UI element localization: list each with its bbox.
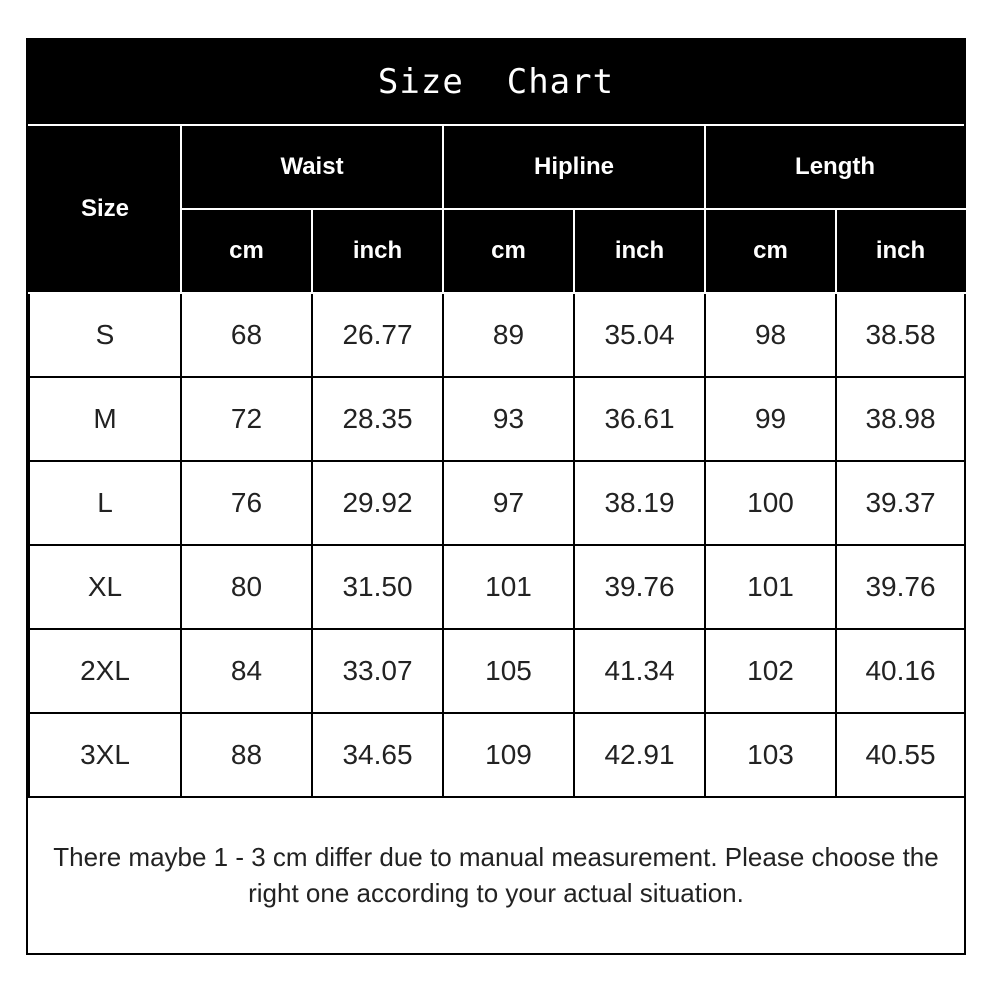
value-cell: 26.77 xyxy=(312,293,443,377)
waist-header: Waist xyxy=(181,125,443,209)
value-cell: 100 xyxy=(705,461,836,545)
length-header: Length xyxy=(705,125,965,209)
value-cell: 35.04 xyxy=(574,293,705,377)
value-cell: 72 xyxy=(181,377,312,461)
size-cell: 3XL xyxy=(29,713,181,797)
table-row xyxy=(29,377,965,461)
value-cell: 103 xyxy=(705,713,836,797)
value-cell: 68 xyxy=(181,293,312,377)
value-cell: 39.76 xyxy=(574,545,705,629)
size-cell: 2XL xyxy=(29,629,181,713)
size-cell: S xyxy=(29,293,181,377)
chart-title: Size Chart xyxy=(28,40,964,124)
value-cell: 38.58 xyxy=(836,293,965,377)
value-cell: 31.50 xyxy=(312,545,443,629)
value-cell: 93 xyxy=(443,377,574,461)
size-cell: XL xyxy=(29,545,181,629)
table-row xyxy=(29,461,965,545)
table-row xyxy=(29,545,965,629)
size-cell: L xyxy=(29,461,181,545)
table-row xyxy=(29,293,965,377)
table-row xyxy=(29,629,965,713)
value-cell: 39.37 xyxy=(836,461,965,545)
unit-header: inch xyxy=(836,209,965,293)
value-cell: 102 xyxy=(705,629,836,713)
value-cell: 29.92 xyxy=(312,461,443,545)
value-cell: 40.55 xyxy=(836,713,965,797)
header-row-groups xyxy=(29,125,965,209)
size-header: Size xyxy=(29,125,181,293)
value-cell: 84 xyxy=(181,629,312,713)
size-table xyxy=(28,124,966,798)
unit-header: cm xyxy=(443,209,574,293)
value-cell: 80 xyxy=(181,545,312,629)
unit-header: cm xyxy=(705,209,836,293)
unit-header: inch xyxy=(312,209,443,293)
value-cell: 99 xyxy=(705,377,836,461)
value-cell: 38.19 xyxy=(574,461,705,545)
value-cell: 41.34 xyxy=(574,629,705,713)
value-cell: 33.07 xyxy=(312,629,443,713)
value-cell: 34.65 xyxy=(312,713,443,797)
value-cell: 36.61 xyxy=(574,377,705,461)
value-cell: 101 xyxy=(705,545,836,629)
unit-header: cm xyxy=(181,209,312,293)
measurement-note: There maybe 1 - 3 cm differ due to manual measurement. Please choose the right one according to your actual situation. xyxy=(53,841,939,908)
value-cell: 76 xyxy=(181,461,312,545)
value-cell: 89 xyxy=(443,293,574,377)
value-cell: 38.98 xyxy=(836,377,965,461)
value-cell: 28.35 xyxy=(312,377,443,461)
size-chart xyxy=(26,38,966,955)
value-cell: 98 xyxy=(705,293,836,377)
table-row xyxy=(29,713,965,797)
hipline-header: Hipline xyxy=(443,125,705,209)
unit-header: inch xyxy=(574,209,705,293)
value-cell: 97 xyxy=(443,461,574,545)
value-cell: 40.16 xyxy=(836,629,965,713)
value-cell: 109 xyxy=(443,713,574,797)
value-cell: 88 xyxy=(181,713,312,797)
value-cell: 105 xyxy=(443,629,574,713)
value-cell: 42.91 xyxy=(574,713,705,797)
value-cell: 39.76 xyxy=(836,545,965,629)
value-cell: 101 xyxy=(443,545,574,629)
size-cell: M xyxy=(29,377,181,461)
